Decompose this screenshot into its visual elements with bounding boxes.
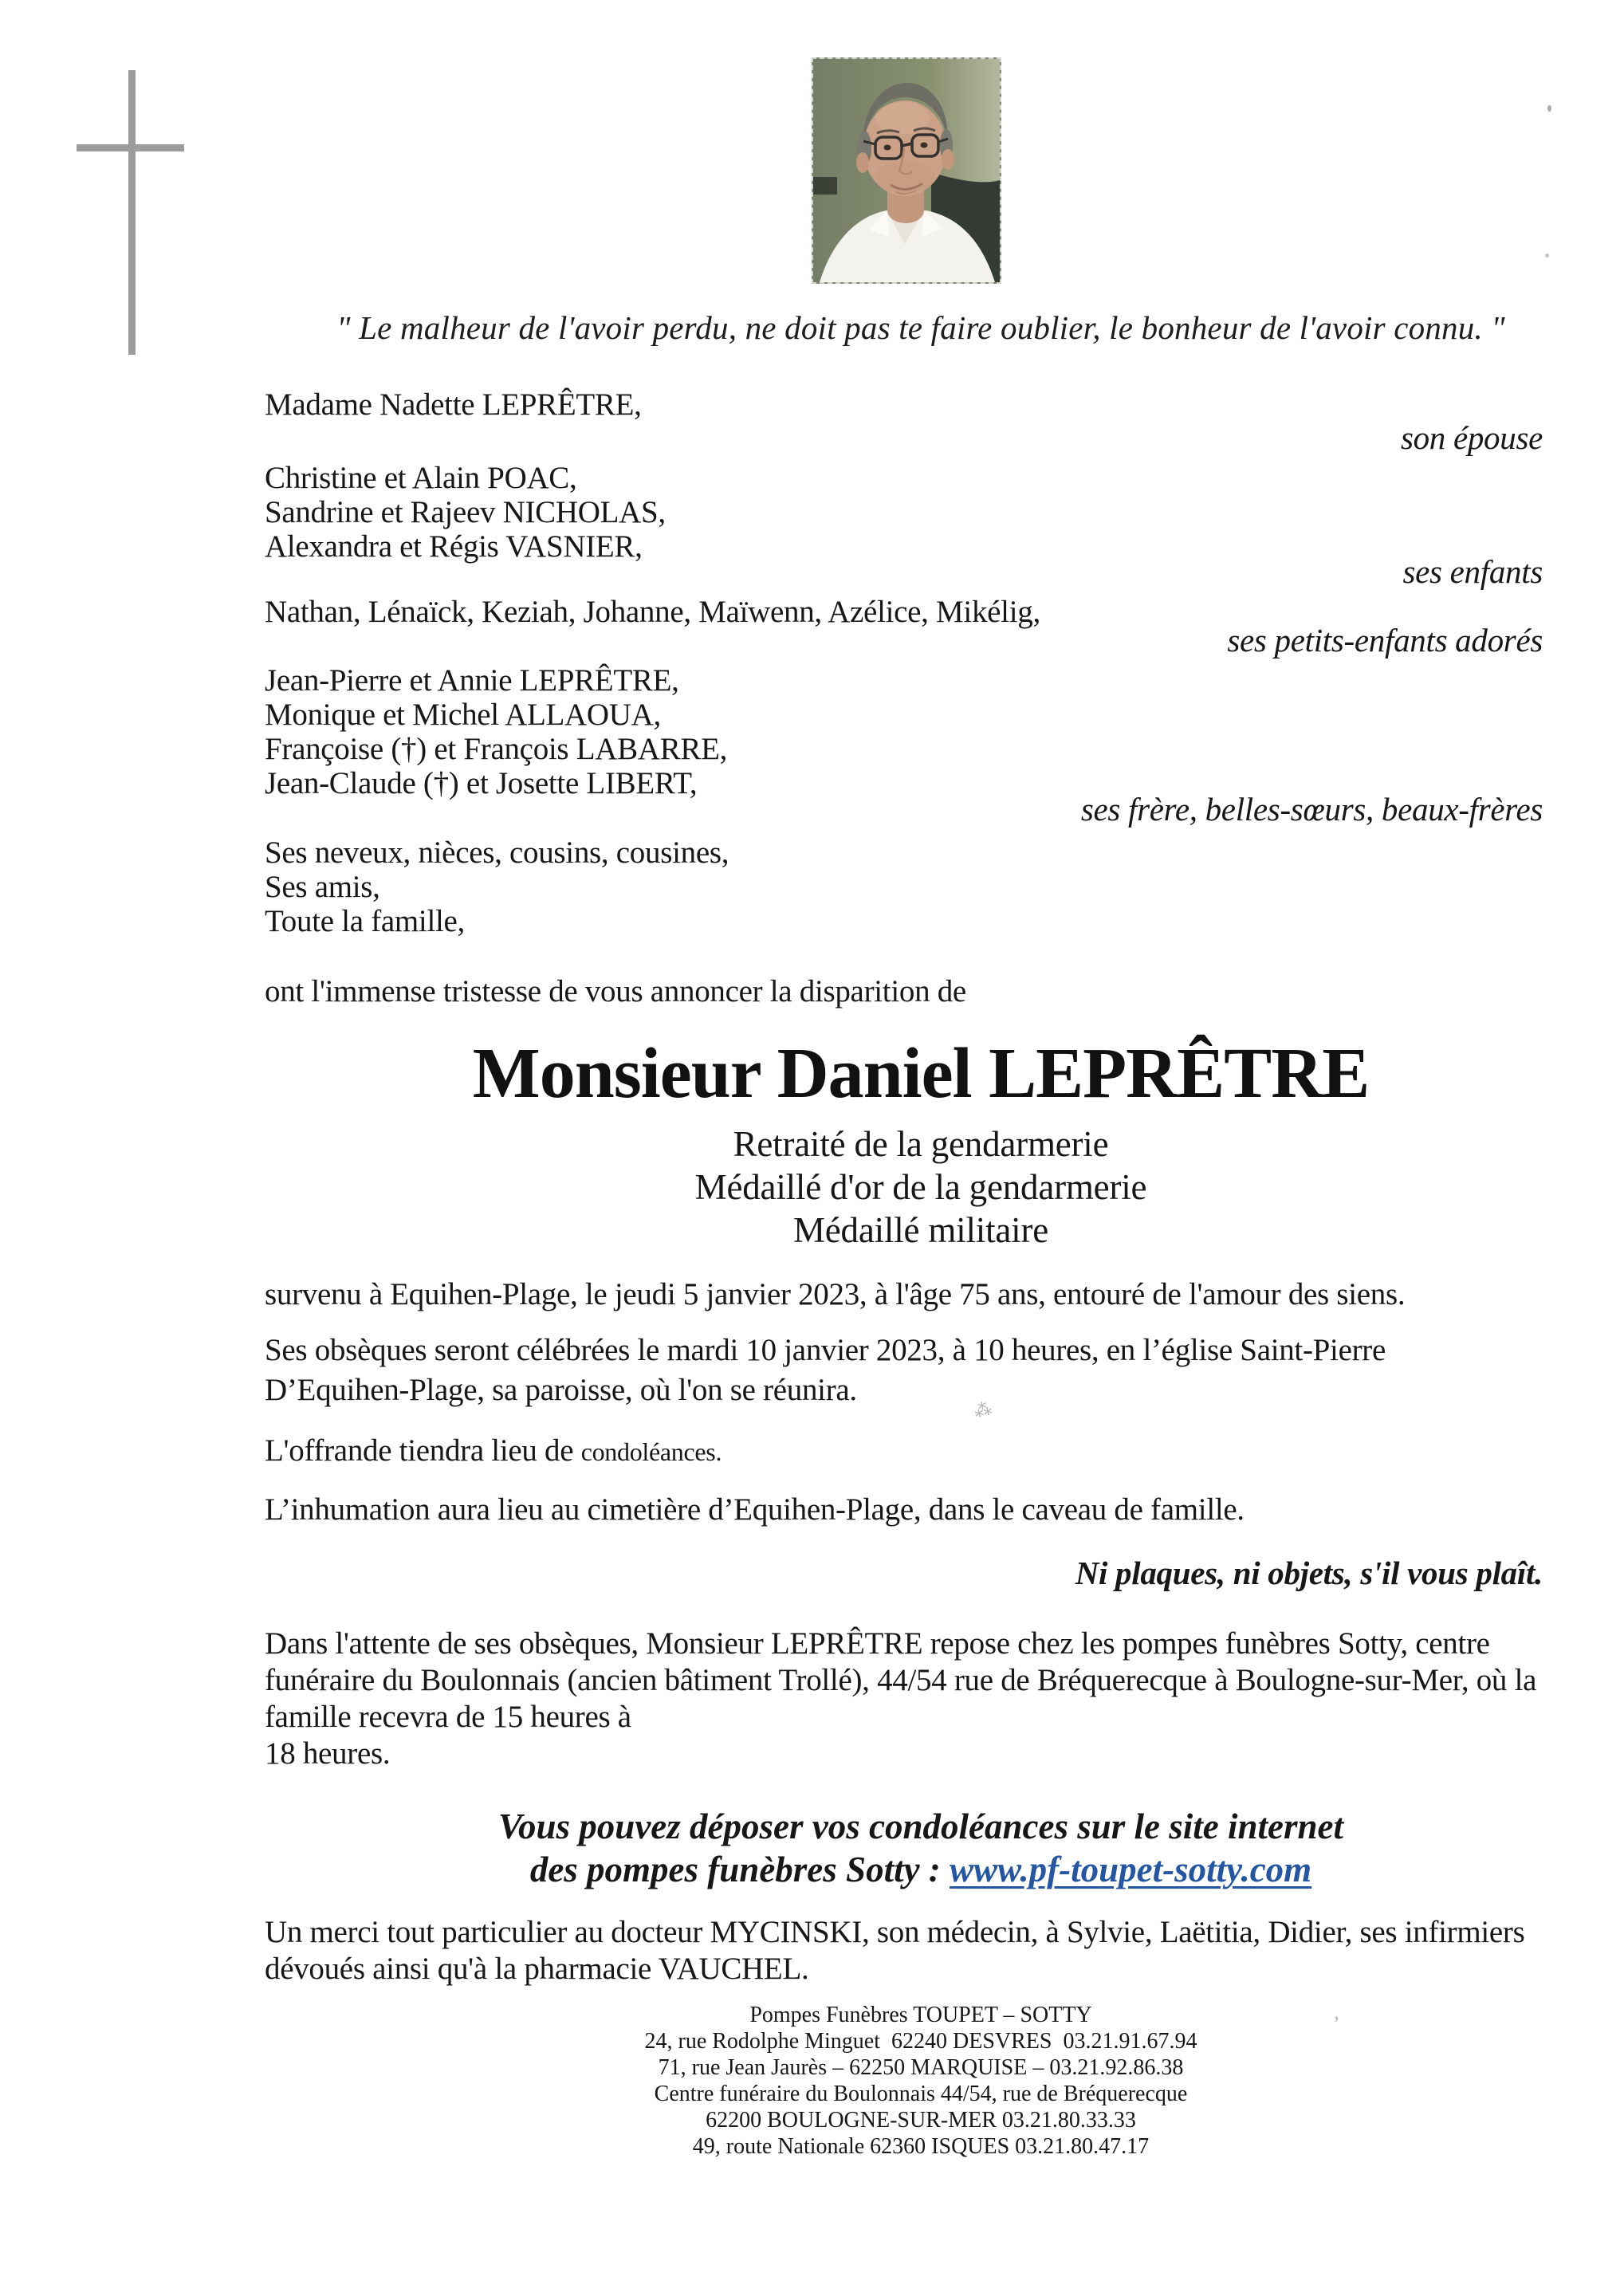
- offering-small-text: condoléances.: [580, 1437, 722, 1466]
- thanks-statement: dévoués ainsi qu'à la pharmacie VAUCHEL.: [265, 1952, 809, 1986]
- deceased-title: Médaillé militaire: [792, 1210, 1049, 1250]
- funeral-details: D’Equihen-Plage, sa paroisse, où l'on se réunira.: [265, 1373, 857, 1407]
- family-line-spouse: Madame Nadette LEPRÊTRE,: [265, 387, 642, 422]
- burial-statement: L’inhumation aura lieu au cimetière d’Equihen-Plage, dans le caveau de famille.: [265, 1492, 1245, 1527]
- scan-speck: [1545, 254, 1549, 258]
- deceased-title: Médaillé d'or de la gendarmerie: [694, 1167, 1147, 1207]
- condolences-website-link[interactable]: www.pf-toupet-sotty.com: [950, 1850, 1312, 1889]
- repose-details: funéraire du Boulonnais (ancien bâtiment Trollé), 44/54 rue de Bréquerecque à Boulogne-sur-Mer, où la: [265, 1663, 1537, 1697]
- family-line-child: Sandrine et Rajeev NICHOLAS,: [265, 495, 666, 529]
- family-line-others: Ses amis,: [265, 870, 380, 904]
- portrait-illustration: [813, 59, 1000, 282]
- relation-label-grandchildren: ses petits-enfants adorés: [1227, 622, 1543, 659]
- relation-label-spouse: son épouse: [1400, 419, 1543, 456]
- memorial-quote: " Le malheur de l'avoir perdu, ne doit pas te faire oublier, le bonheur de l'avoir connu. ": [336, 309, 1505, 346]
- deceased-name: Monsieur Daniel LEPRÊTRE: [472, 1034, 1370, 1113]
- condolences-website-line: [265, 1850, 1577, 1891]
- condolences-prefix: des pompes funèbres Sotty :: [529, 1850, 950, 1889]
- family-line-sibling: Monique et Michel ALLAOUA,: [265, 698, 661, 732]
- funeral-home-address: 62200 BOULOGNE-SUR-MER 03.21.80.33.33: [706, 2108, 1136, 2133]
- announcement-intro: ont l'immense tristesse de vous annoncer la disparition de: [265, 974, 966, 1008]
- funeral-home-name: Pompes Funèbres TOUPET – SOTTY: [749, 2003, 1092, 2027]
- scan-speck: [1547, 105, 1551, 112]
- funeral-home-address: 49, route Nationale 62360 ISQUES 03.21.80.47.17: [692, 2134, 1150, 2159]
- funeral-home-address: 71, rue Jean Jaurès – 62250 MARQUISE – 03.21.92.86.38: [658, 2055, 1184, 2080]
- scan-speck: ’: [1333, 2012, 1340, 2035]
- family-line-sibling: Jean-Claude (†) et Josette LIBERT,: [265, 766, 698, 800]
- memorial-cross-icon: [77, 144, 184, 151]
- no-plaques-request: Ni plaques, ni objets, s'il vous plaît.: [1075, 1555, 1543, 1591]
- memorial-cross-icon: [128, 70, 136, 355]
- family-line-grandchildren: Nathan, Lénaïck, Keziah, Johanne, Maïwenn, Azélice, Mikélig,: [265, 595, 1040, 629]
- repose-details: famille recevra de 15 heures à: [265, 1700, 631, 1734]
- family-line-sibling: Jean-Pierre et Annie LEPRÊTRE,: [265, 663, 679, 698]
- funeral-home-address: Centre funéraire du Boulonnais 44/54, rue de Bréquerecque: [654, 2082, 1188, 2106]
- family-line-others: Toute la famille,: [265, 904, 465, 938]
- offering-statement: [265, 1433, 722, 1469]
- family-line-child: Alexandra et Régis VASNIER,: [265, 529, 643, 564]
- family-line-sibling: Françoise (†) et François LABARRE,: [265, 732, 728, 766]
- death-statement: survenu à Equihen-Plage, le jeudi 5 janvier 2023, à l'âge 75 ans, entouré de l'amour des siens.: [265, 1277, 1406, 1311]
- family-line-others: Ses neveux, nièces, cousins, cousines,: [265, 835, 729, 870]
- deceased-title: Retraité de la gendarmerie: [733, 1124, 1109, 1164]
- funeral-details: Ses obsèques seront célébrées le mardi 10 janvier 2023, à 10 heures, en l’église Saint-Pierre: [265, 1333, 1386, 1367]
- repose-details: 18 heures.: [265, 1736, 391, 1771]
- portrait-photo: [812, 57, 1001, 284]
- scan-smudge: ⁂: [972, 1398, 994, 1422]
- funeral-home-address: 24, rue Rodolphe Minguet 62240 DESVRES 03.21.91.67.94: [644, 2029, 1197, 2054]
- relation-label-siblings: ses frère, belles-sœurs, beaux-frères: [1080, 791, 1543, 828]
- offering-main-text: L'offrande tiendra lieu de: [265, 1433, 581, 1468]
- family-line-child: Christine et Alain POAC,: [265, 461, 577, 495]
- relation-label-children: ses enfants: [1402, 553, 1543, 590]
- condolences-invite: Vous pouvez déposer vos condoléances sur le site internet: [497, 1807, 1343, 1846]
- repose-details: Dans l'attente de ses obsèques, Monsieur LEPRÊTRE repose chez les pompes funèbres Sotty, centre: [265, 1626, 1490, 1661]
- thanks-statement: Un merci tout particulier au docteur MYCINSKI, son médecin, à Sylvie, Laëtitia, Didier, ses infirmiers: [265, 1915, 1525, 1949]
